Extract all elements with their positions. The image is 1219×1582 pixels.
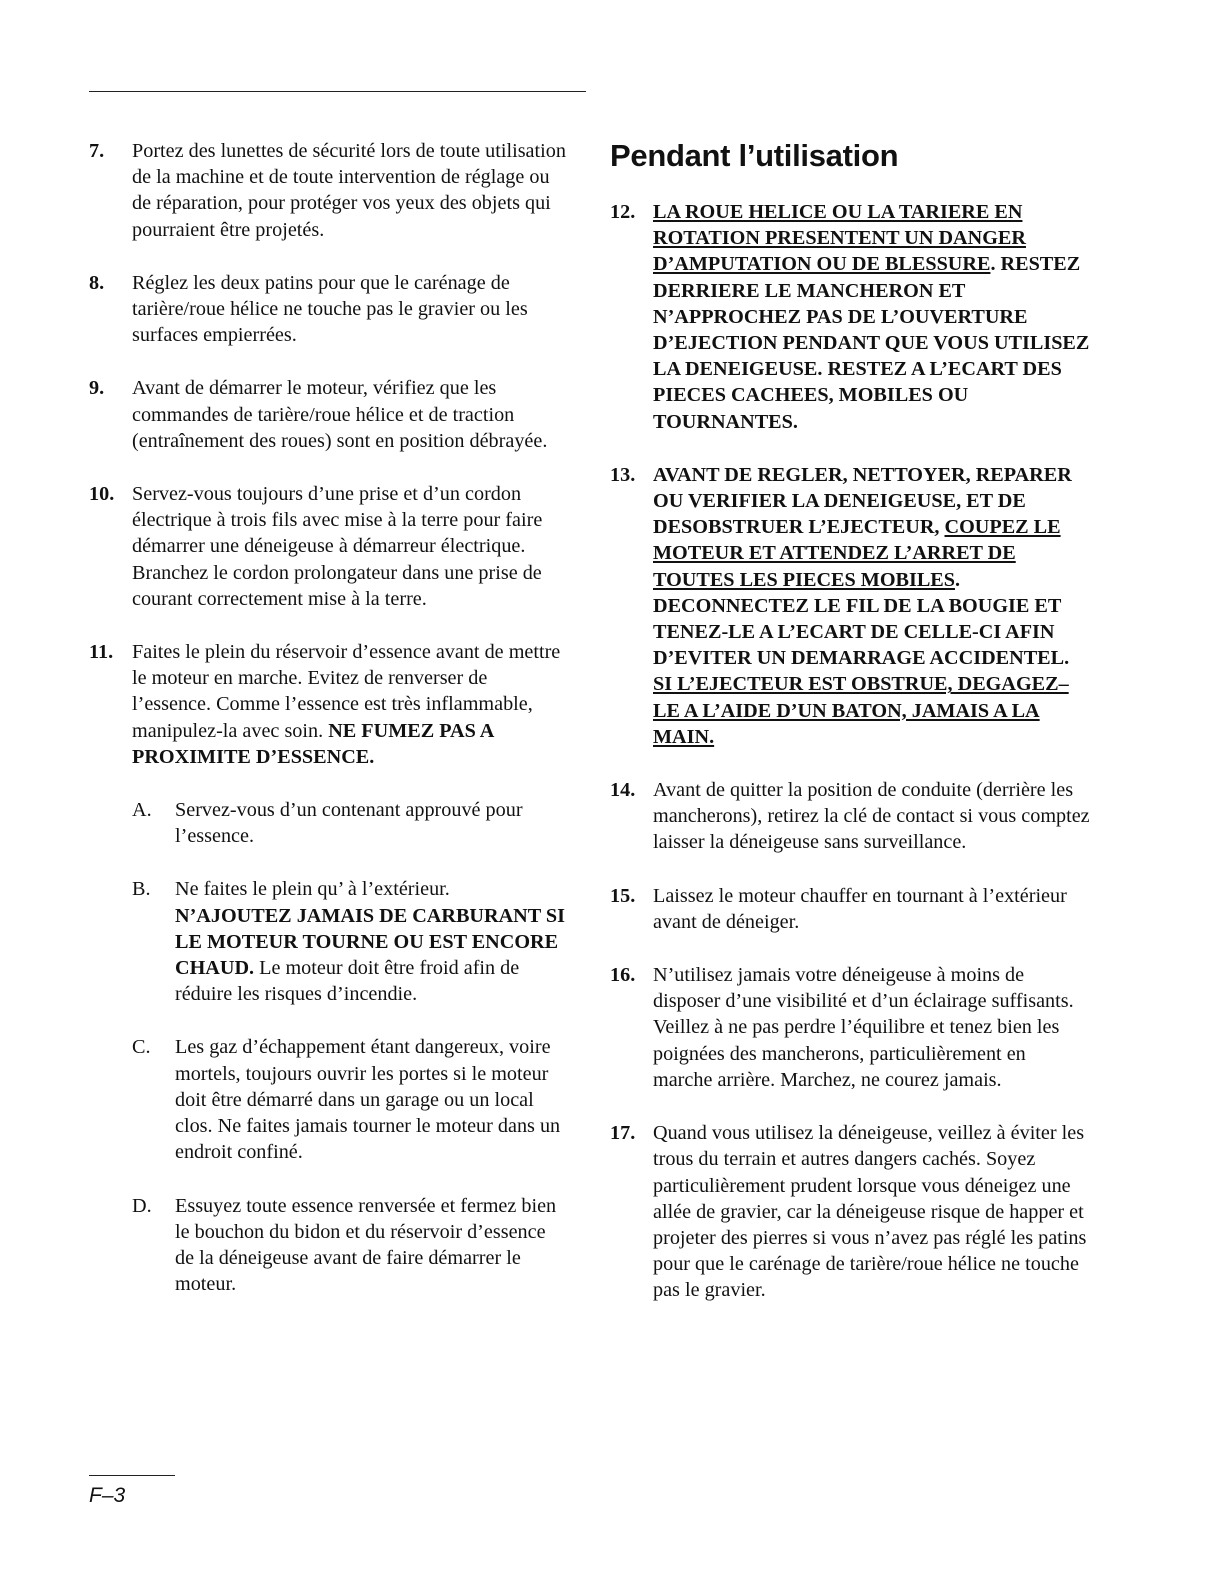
warning-text: . RESTEZ DERRIERE LE MANCHERON ET N’APPROCHEZ PAS DE L’OUVERTURE D’EJECTION PENDANT QUE VOUS UTILISEZ LA DENEIGEUSE. RESTEZ A L’ECART DES PIECES CACHEES, MOBILES OU TOURNANTES. xyxy=(653,253,1090,433)
underlined-warning: LA ROUE HELICE OU LA TARIERE EN ROTATION PRESENTENT UN DANGER D’AMPUTATION OU DE BLESSURE xyxy=(653,201,1026,276)
section-heading: Pendant l’utilisation xyxy=(610,138,899,173)
sub-item-d xyxy=(132,1193,567,1298)
footer-rule xyxy=(89,1475,175,1476)
sub-item-c xyxy=(132,1034,567,1165)
sub-text: Ne faites le plein qu’ à l’extérieur. xyxy=(175,878,450,901)
list-item-16 xyxy=(610,962,1090,1093)
right-column xyxy=(610,138,1090,1331)
warning-text: AVANT DE REGLER, NETTOYER, REPARER OU VERIFIER LA DENEIGEUSE, ET DE DESOBSTRUER L’EJECTEUR, xyxy=(653,463,1072,539)
item-text: Portez des lunettes de sécurité lors de toute utilisation de la machine et de toute intervention de réglage ou de réparation, pour protéger vos yeux des objets qui pourraient être projetés. xyxy=(132,140,566,241)
list-item-10 xyxy=(89,481,567,612)
page-number: F–3 xyxy=(89,1484,126,1507)
sub-item-b xyxy=(132,876,567,1007)
sub-letter: A. xyxy=(132,799,152,822)
item-number: 9. xyxy=(89,377,105,400)
sub-text: Essuyez toute essence renversée et fermez bien le bouchon du bidon et du réservoir d’essence de la déneigeuse avant de faire démarrer le moteur. xyxy=(175,1194,557,1296)
list-item-8 xyxy=(89,270,567,349)
item-text: Faites le plein du réservoir d’essence avant de mettre le moteur en marche. Evitez de renverser de l’essence. Comme l’essence est très inflammable, manipulez-la avec soin. xyxy=(132,641,561,742)
underlined-warning: COUPEZ LE MOTEUR ET ATTENDEZ L’ARRET DE TOUTES LES PIECES MOBILES xyxy=(653,516,1061,591)
item-number: 7. xyxy=(89,140,105,162)
list-item-15 xyxy=(610,883,1090,935)
item-number: 13. xyxy=(610,463,636,486)
list-item-17 xyxy=(610,1120,1090,1303)
left-column xyxy=(89,138,567,1324)
item-text: Réglez les deux patins pour que le carénage de tarière/roue hélice ne touche pas le gravier ou les surfaces empierrées. xyxy=(132,271,528,347)
item-text: Servez-vous toujours d’une prise et d’un cordon électrique à trois fils avec mise à la terre pour faire démarrer une déneigeuse à démarreur électrique. Branchez le cordon prolongateur dans une prise de courant correctement mise à la terre. xyxy=(132,483,543,610)
item-text: Avant de quitter la position de conduite (derrière les mancherons), retirez la clé de contact si vous comptez laisser la déneigeuse sans surveillance. xyxy=(653,779,1090,854)
item-text: Quand vous utilisez la déneigeuse, veillez à éviter les trous du terrain et autres dangers cachés. Soyez particulièrement prudent lorsque vous déneigez une allée de gravier, car la déneigeuse risque de happer et projeter des pierres si vous n’avez pas réglé les patins pour que le carénage de tarière/roue hélice ne touche pas le gravier. xyxy=(653,1122,1087,1302)
sub-text: Le moteur doit être froid afin de réduire les risques d’incendie. xyxy=(175,957,520,1006)
item-number: 15. xyxy=(610,884,636,907)
warning-text: NE FUMEZ PAS A PROXIMITE D’ESSENCE. xyxy=(132,719,494,768)
item-number: 10. xyxy=(89,483,115,506)
sub-letter: B. xyxy=(132,878,151,901)
item-number: 17. xyxy=(610,1122,636,1145)
item-number: 16. xyxy=(610,964,636,987)
sub-letter: D. xyxy=(132,1194,152,1217)
underlined-warning: SI L’EJECTEUR EST OBSTRUE, DEGAGEZ–LE A L’AIDE D’UN BATON, JAMAIS A LA MAIN. xyxy=(653,673,1069,748)
list-item-7 xyxy=(89,138,567,243)
warning-text: N’AJOUTEZ JAMAIS DE CARBURANT SI LE MOTEUR TOURNE OU EST ENCORE CHAUD. xyxy=(175,904,565,980)
item-number: 11. xyxy=(89,641,114,664)
top-rule xyxy=(89,91,586,92)
list-item-9 xyxy=(89,375,567,454)
list-item-12 xyxy=(610,199,1090,435)
item-number: 14. xyxy=(610,779,636,802)
item-text: N’utilisez jamais votre déneigeuse à moins de disposer d’une visibilité et d’un éclairage suffisants. Veillez à ne pas perdre l’équilibre et tenez bien les poignées des mancherons, particulièrement en marche arrière. Marchez, ne courez jamais. xyxy=(653,964,1074,1091)
sub-text: Les gaz d’échappement étant dangereux, voire mortels, toujours ouvrir les portes si le moteur doit être démarré dans un garage ou un local clos. Ne faites jamais tourner le moteur dans un endroit confiné. xyxy=(175,1036,561,1164)
warning-text: . DECONNECTEZ LE FIL DE LA BOUGIE ET TENEZ-LE A L’ECART DE CELLE-CI AFIN D’EVITER UN DEMARRAGE ACCIDENTEL. xyxy=(653,568,1070,670)
list-item-13 xyxy=(610,462,1090,750)
sub-list xyxy=(132,797,567,1297)
sub-item-a xyxy=(132,797,567,849)
item-number: 12. xyxy=(610,201,636,223)
item-text: Avant de démarrer le moteur, vérifiez que les commandes de tarière/roue hélice et de traction (entraînement des roues) sont en position débrayée. xyxy=(132,377,548,452)
item-number: 8. xyxy=(89,271,105,294)
sub-text: Servez-vous d’un contenant approuvé pour l’essence. xyxy=(175,799,523,848)
item-text: Laissez le moteur chauffer en tournant à l’extérieur avant de déneiger. xyxy=(653,884,1067,933)
sub-letter: C. xyxy=(132,1036,151,1059)
list-item-11 xyxy=(89,639,567,1297)
list-item-14 xyxy=(610,777,1090,856)
